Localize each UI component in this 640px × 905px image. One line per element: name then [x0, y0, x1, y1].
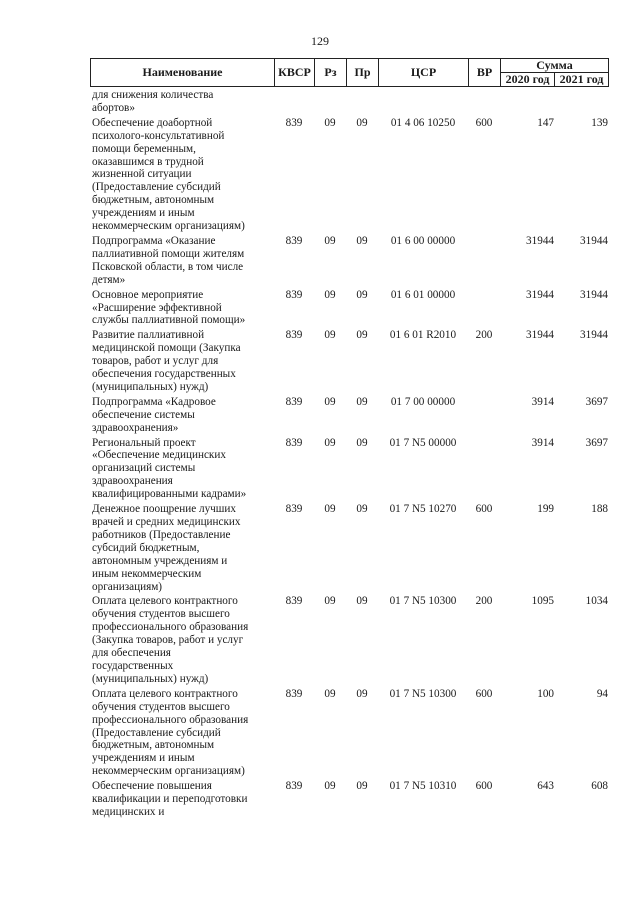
row-name: [92, 595, 274, 687]
row-vr: [468, 289, 500, 330]
row-name-line: здравоохранения: [92, 475, 173, 488]
row-name-line: работников (Предоставление: [92, 528, 231, 541]
header-pr: Пр: [347, 59, 379, 87]
row-name-line: Подпрограмма «Кадровое: [92, 395, 216, 408]
row-rz: 09: [324, 288, 336, 301]
row-name-line: учреждениям и иным: [92, 207, 195, 220]
table-row: [92, 289, 608, 330]
row-name-line: психолого-консультативной: [92, 129, 225, 142]
row-vr: [468, 235, 500, 289]
row-name-line: Региональный проект: [92, 436, 196, 449]
row-vr: [468, 396, 500, 437]
row-csr: 01 7 N5 10310: [389, 780, 457, 793]
row-name-line: «Расширение эффективной: [92, 301, 222, 314]
row-csr: 01 6 01 R2010: [389, 329, 457, 342]
row-name: [92, 396, 274, 437]
row-name-line: автономным учреждениям и: [92, 554, 228, 567]
row-csr: [378, 89, 468, 117]
row-pr: 09: [356, 329, 368, 342]
row-sum-2020: 100: [537, 687, 554, 700]
row-sum-2021: 31944: [580, 288, 608, 301]
row-pr: 09: [356, 234, 368, 247]
header-name: Наименование: [91, 59, 275, 87]
header-rz: Рз: [315, 59, 347, 87]
row-sum-2020: 3914: [531, 395, 554, 408]
table-row: [92, 235, 608, 289]
row-csr: 01 6 01 00000: [390, 288, 456, 301]
row-csr: 01 6 00 00000: [390, 234, 456, 247]
row-kvsr: 839: [285, 329, 303, 342]
header-sum: Сумма: [501, 59, 609, 73]
row-sum-2021: 1034: [585, 595, 608, 608]
row-name-line: бюджетным, автономным: [92, 739, 215, 752]
row-pr: 09: [356, 436, 368, 449]
row-name-line: здравоохранения»: [92, 421, 179, 434]
row-sum-2020: 199: [537, 503, 554, 516]
table-row: [92, 329, 608, 396]
row-name: [92, 89, 274, 117]
header-kvsr: КВСР: [275, 59, 315, 87]
header-year-2021: 2021 год: [555, 73, 609, 87]
row-name-line: оказавшимся в трудной: [92, 155, 204, 168]
row-vr: 600: [475, 687, 493, 700]
row-pr: 09: [356, 687, 368, 700]
row-sum-2020: 31944: [526, 234, 554, 247]
row-name-line: помощи беременным,: [92, 142, 196, 155]
row-name: [92, 503, 274, 595]
row-sum-2020: 31944: [526, 288, 554, 301]
row-kvsr: 839: [285, 503, 303, 516]
row-sum-2021: 94: [596, 687, 608, 700]
header-vr: ВР: [469, 59, 501, 87]
row-sum-2020: 147: [537, 116, 554, 129]
row-pr: 09: [356, 116, 368, 129]
row-kvsr: 839: [285, 436, 303, 449]
row-name-line: Основное мероприятие: [92, 288, 204, 301]
row-sum-2021: 31944: [580, 329, 608, 342]
row-name: [92, 329, 274, 396]
row-pr: 09: [356, 395, 368, 408]
row-vr: 600: [475, 780, 493, 793]
row-kvsr: 839: [285, 116, 303, 129]
row-name-line: паллиативной помощи жителям: [92, 247, 245, 260]
row-rz: [314, 89, 346, 117]
row-name-line: для снижения количества: [92, 89, 214, 101]
row-kvsr: [274, 89, 314, 117]
row-vr: 600: [475, 503, 493, 516]
row-name-line: службы паллиативной помощи»: [92, 314, 246, 327]
row-rz: 09: [324, 780, 336, 793]
row-rz: 09: [324, 329, 336, 342]
row-name-line: организаций системы: [92, 462, 196, 475]
row-rz: 09: [324, 503, 336, 516]
table-row: [92, 780, 608, 821]
row-name-line: профессионального образования: [92, 713, 249, 726]
row-name-line: Псковской области, в том числе: [92, 260, 244, 273]
table-row: [92, 89, 608, 117]
row-name-line: Оплата целевого контрактного: [92, 687, 238, 700]
row-rz: 09: [324, 116, 336, 129]
row-sum-2020: 643: [537, 780, 554, 793]
row-name-line: (Предоставление субсидий: [92, 181, 221, 194]
table-header: [90, 58, 609, 87]
row-name-line: Подпрограмма «Оказание: [92, 234, 216, 247]
row-name-line: иным некоммерческим: [92, 567, 202, 580]
row-name-line: организациям): [92, 580, 163, 593]
row-sum-2021: 31944: [580, 234, 608, 247]
row-name-line: (муниципальных) нужд): [92, 672, 209, 685]
row-csr: 01 7 N5 10270: [389, 503, 457, 516]
row-name-line: Обеспечение доабортной: [92, 116, 213, 129]
row-name: [92, 688, 274, 780]
row-name-line: (Закупка товаров, работ и услуг: [92, 634, 244, 647]
header-year-2020: 2020 год: [501, 73, 555, 87]
row-sum-2021: 3697: [585, 436, 608, 449]
row-sum-2021: 188: [591, 503, 608, 516]
row-name-line: детям»: [92, 273, 126, 286]
row-vr: 600: [475, 116, 493, 129]
row-name-line: (муниципальных) нужд): [92, 380, 209, 393]
row-kvsr: 839: [285, 288, 303, 301]
row-name-line: товаров, работ и услуг для: [92, 355, 219, 368]
row-name-line: жизненной ситуации: [92, 168, 192, 181]
row-sum-2021: [554, 89, 608, 117]
row-rz: 09: [324, 395, 336, 408]
row-sum-2021: 139: [591, 116, 608, 129]
row-name-line: государственных: [92, 659, 174, 672]
row-kvsr: 839: [285, 687, 303, 700]
page-number: 129: [311, 34, 329, 48]
header-csr: ЦСР: [379, 59, 469, 87]
row-name-line: Оплата целевого контрактного: [92, 595, 238, 608]
row-name: [92, 437, 274, 504]
row-name: [92, 289, 274, 330]
row-sum-2020: 3914: [531, 436, 554, 449]
row-kvsr: 839: [285, 395, 303, 408]
row-csr: 01 7 N5 00000: [389, 436, 457, 449]
row-vr: 200: [475, 329, 493, 342]
row-pr: 09: [356, 503, 368, 516]
row-csr: 01 7 N5 10300: [389, 595, 457, 608]
row-name-line: профессионального образования: [92, 621, 249, 634]
row-name-line: медицинских и: [92, 805, 165, 818]
row-name-line: обеспечения государственных: [92, 368, 236, 381]
row-name-line: обеспечение системы: [92, 408, 195, 421]
table-row: [92, 688, 608, 780]
row-name-line: медицинской помощи (Закупка: [92, 342, 241, 355]
row-pr: [346, 89, 378, 117]
row-rz: 09: [324, 595, 336, 608]
row-name-line: обучения студентов высшего: [92, 700, 230, 713]
row-sum-2021: 3697: [585, 395, 608, 408]
table-row: [92, 396, 608, 437]
budget-table: [92, 89, 608, 821]
table-row: [92, 503, 608, 595]
row-name: [92, 235, 274, 289]
row-name-line: некоммерческим организациям): [92, 765, 245, 778]
row-name-line: Обеспечение повышения: [92, 780, 212, 793]
row-name-line: абортов»: [92, 101, 135, 114]
row-name-line: квалификации и переподготовки: [92, 793, 248, 806]
table-row: [92, 595, 608, 687]
row-kvsr: 839: [285, 780, 303, 793]
row-rz: 09: [324, 436, 336, 449]
row-pr: 09: [356, 288, 368, 301]
row-csr: 01 7 00 00000: [390, 395, 456, 408]
row-vr: 200: [475, 595, 493, 608]
row-sum-2020: 1095: [531, 595, 554, 608]
row-kvsr: 839: [285, 595, 303, 608]
row-name: [92, 117, 274, 235]
row-csr: 01 7 N5 10300: [389, 687, 457, 700]
row-sum-2021: 608: [591, 780, 608, 793]
row-name: [92, 780, 274, 821]
row-name-line: бюджетным, автономным: [92, 194, 215, 207]
row-name-line: учреждениям и иным: [92, 752, 195, 765]
row-name-line: (Предоставление субсидий: [92, 726, 221, 739]
table-row: [92, 117, 608, 235]
row-name-line: врачей и средних медицинских: [92, 516, 241, 528]
row-name-line: Развитие паллиативной: [92, 329, 205, 342]
row-name-line: некоммерческим организациям): [92, 220, 245, 233]
row-sum-2020: 31944: [526, 329, 554, 342]
table-row: [92, 437, 608, 504]
row-name-line: субсидий бюджетным,: [92, 541, 200, 554]
row-vr: [468, 89, 500, 117]
row-name-line: «Обеспечение медицинских: [92, 449, 226, 462]
row-pr: 09: [356, 780, 368, 793]
row-name-line: Денежное поощрение лучших: [92, 503, 236, 516]
row-csr: 01 4 06 10250: [390, 116, 456, 129]
row-rz: 09: [324, 234, 336, 247]
row-vr: [468, 437, 500, 504]
row-rz: 09: [324, 687, 336, 700]
row-kvsr: 839: [285, 234, 303, 247]
row-pr: 09: [356, 595, 368, 608]
row-name-line: обучения студентов высшего: [92, 608, 230, 621]
row-name-line: квалифицированными кадрами»: [92, 488, 247, 501]
row-sum-2020: [500, 89, 554, 117]
row-name-line: для обеспечения: [92, 647, 171, 660]
